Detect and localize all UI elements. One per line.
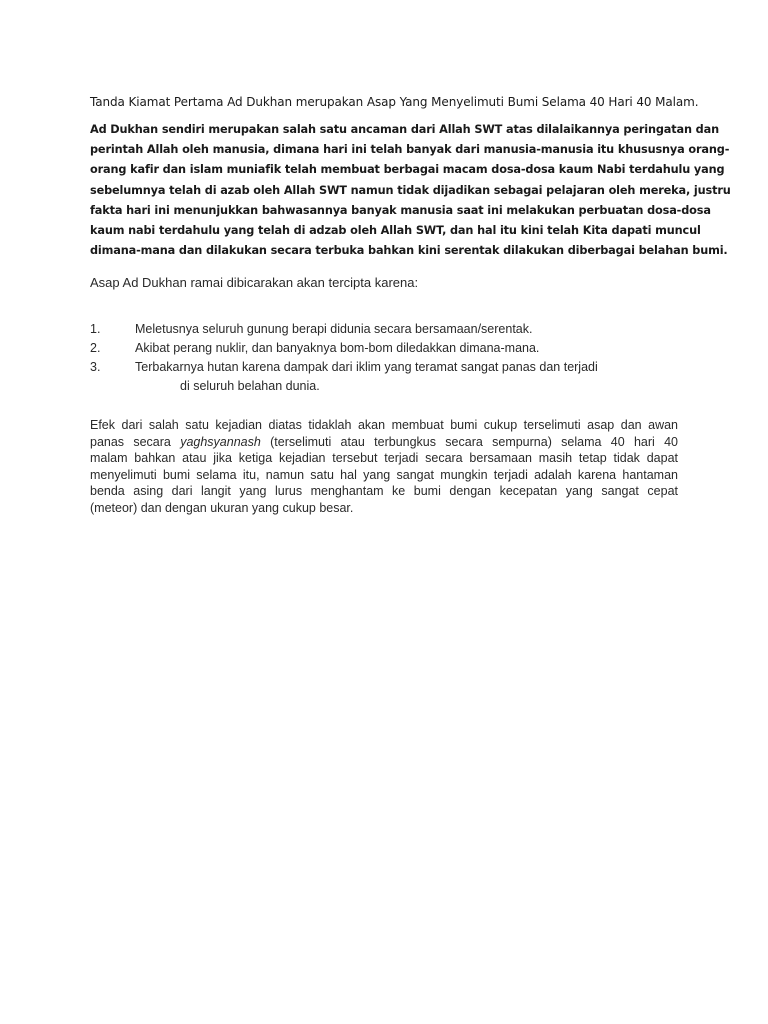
bold-paragraph <box>90 120 731 261</box>
effect-line: menyelimuti bumi selama itu, namun satu hal yang sangat mungkin terjadi adalah karena hantaman <box>90 467 678 482</box>
list-item <box>90 320 678 339</box>
effect-text: (terselimuti atau terbungkus secara sempurna) selama 40 hari 40 <box>260 434 679 449</box>
list-item <box>90 339 678 358</box>
effect-line <box>90 434 678 451</box>
bold-paragraph-line: orang kafir dan islam muniafik telah membuat berbagai macam dosa-dosa kaum Nabi terdahulu yang <box>90 163 725 177</box>
list-item <box>90 358 678 396</box>
effect-line: Efek dari salah satu kejadian diatas tidaklah akan membuat bumi cukup terselimuti asap dan awan <box>90 418 678 433</box>
effect-line: malam bahkan atau jika ketiga kejadian tersebut terjadi secara bersamaan masih tetap tidak dapat <box>90 451 678 466</box>
list-item-text: Meletusnya seluruh gunung berapi didunia secara bersamaan/serentak. <box>135 322 533 337</box>
list-item-continuation: di seluruh belahan dunia. <box>180 379 320 394</box>
effect-line: benda asing dari langit yang lurus menghantam ke bumi dengan kecepatan yang sangat cepat <box>90 484 678 499</box>
effect-paragraph <box>90 417 678 516</box>
document-heading: Tanda Kiamat Pertama Ad Dukhan merupakan Asap Yang Menyelimuti Bumi Selama 40 Hari 40 Malam. <box>90 95 699 109</box>
list-item-number: 1. <box>90 322 101 337</box>
effect-text: panas secara <box>90 434 181 449</box>
document-page <box>90 92 731 516</box>
intro-sentence: Asap Ad Dukhan ramai dibicarakan akan tercipta karena: <box>90 275 419 291</box>
bold-paragraph-line: perintah Allah oleh manusia, dimana hari ini telah banyak dari manusia-manusia itu khususnya orang- <box>90 143 730 157</box>
bold-paragraph-line: kaum nabi terdahulu yang telah di adzab oleh Allah SWT, dan hal itu kini telah Kita dapati muncul <box>90 224 701 238</box>
bold-paragraph-line: fakta hari ini menunjukkan bahwasannya banyak manusia saat ini melakukan perbuatan dosa-dosa <box>90 203 711 217</box>
list-item-number: 3. <box>90 360 101 375</box>
bold-paragraph-line: Ad Dukhan sendiri merupakan salah satu ancaman dari Allah SWT atas dilalaikannya peringatan dan <box>90 123 719 136</box>
italic-term: yaghsyannash <box>180 434 261 449</box>
bold-paragraph-line: dimana-mana dan dilakukan secara terbuka bahkan kini serentak dilakukan diberbagai belahan bumi. <box>90 244 728 258</box>
list-item-text: Terbakarnya hutan karena dampak dari iklim yang teramat sangat panas dan terjadi <box>135 360 598 375</box>
bold-paragraph-line: sebelumnya telah di azab oleh Allah SWT namun tidak dijadikan sebagai pelajaran oleh mereka, justru <box>90 183 731 197</box>
effect-line: (meteor) dan dengan ukuran yang cukup besar. <box>90 500 354 515</box>
list-item-number: 2. <box>90 341 101 356</box>
causes-list <box>90 320 678 396</box>
list-item-text: Akibat perang nuklir, dan banyaknya bom-bom diledakkan dimana-mana. <box>135 341 540 356</box>
